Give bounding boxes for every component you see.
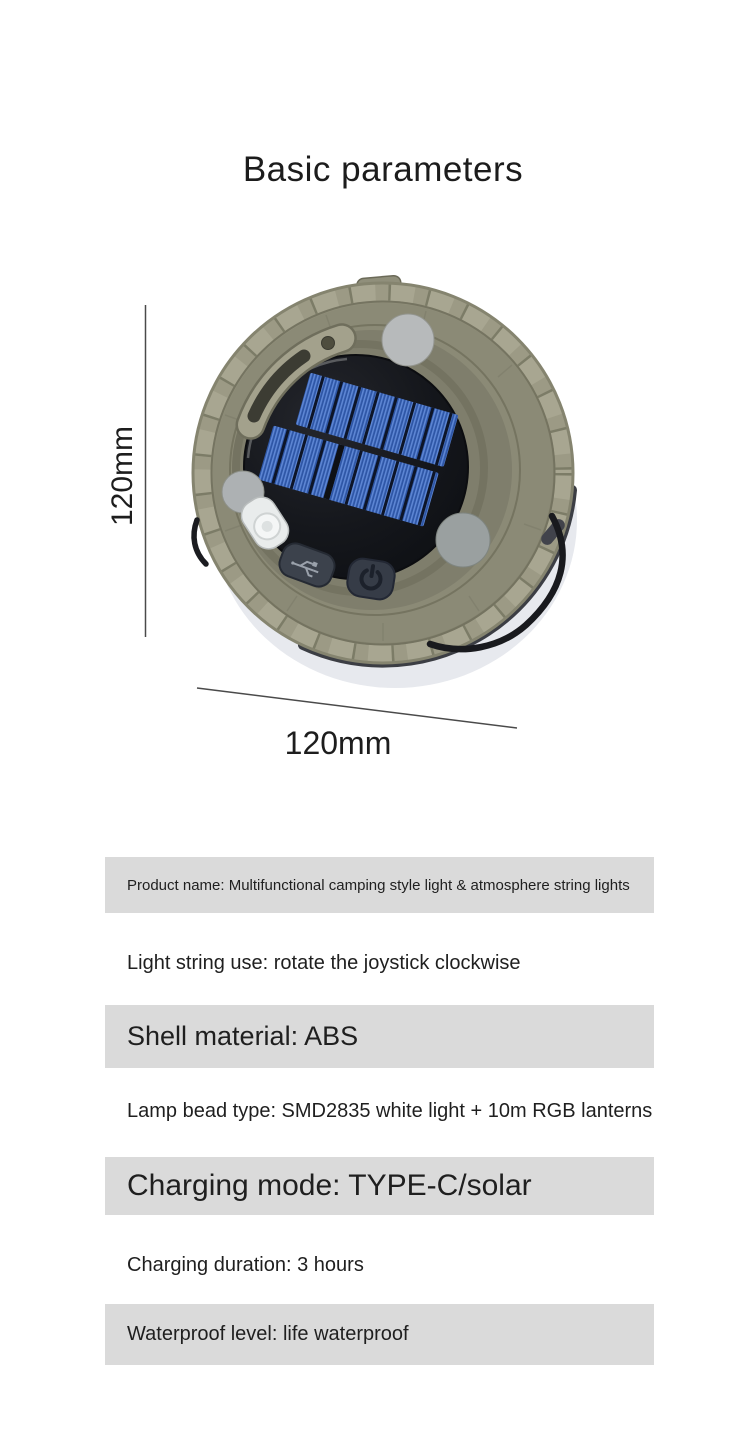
spec-row-charging-duration: Charging duration: 3 hours (127, 1253, 364, 1276)
rubber-foot-top (382, 314, 434, 366)
rubber-foot-right (436, 513, 490, 567)
power-button (345, 557, 396, 602)
spec-row-shell-material: Shell material: ABS (105, 1005, 654, 1068)
spec-row-light-string-use: Light string use: rotate the joystick clockwise (127, 951, 521, 974)
height-dimension-label: 120mm (106, 425, 139, 527)
spec-row-lamp-bead-type: Lamp bead type: SMD2835 white light + 10m RGB lanterns (127, 1099, 653, 1122)
page-title: Basic parameters (242, 150, 524, 189)
slot-hole (322, 337, 335, 350)
spec-row-charging-mode: Charging mode: TYPE-C/solar (105, 1157, 654, 1215)
width-dimension-label: 120mm (284, 725, 392, 761)
product-photo-svg (0, 270, 750, 770)
product-photo (0, 270, 750, 770)
spec-row-waterproof-level: Waterproof level: life waterproof (105, 1304, 654, 1365)
width-dimension-line (197, 688, 517, 728)
spec-row-product-name: Product name: Multifunctional camping style light & atmosphere string lights (105, 857, 654, 913)
